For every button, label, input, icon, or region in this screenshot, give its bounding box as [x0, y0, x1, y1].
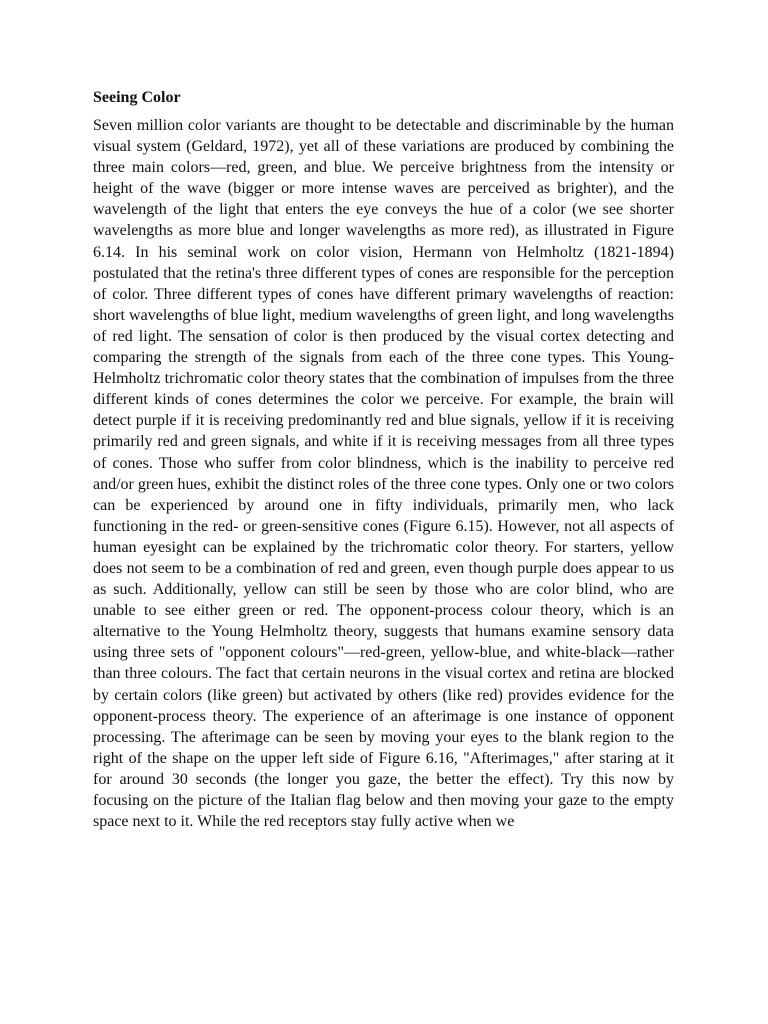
document-page — [93, 86, 674, 832]
section-heading: Seeing Color — [93, 89, 181, 106]
body-paragraph: Seven million color variants are thought to be detectable and discriminable by the human visual system (Geldard, 1972), yet all of these variations are produced by combining the three main colors—red, green, and blue. We perceive brightness from the intensity or height of the wave (bigger or more intense waves are perceived as brighter), and the wavelength of the light that enters the eye conveys the hue of a color (we see shorter wavelengths as more blue and longer wavelengths as more red), as illustrated in Figure 6.14. In his seminal work on color vision, Hermann von Helmholtz (1821-1894) postulated that the retina's three different types of cones are responsible for the perception of color. Three different types of cones have different primary wavelengths of reaction: short wavelengths of blue light, medium wavelengths of green light, and long wavelengths of red light. The sensation of color is then produced by the visual cortex detecting and comparing the strength of the signals from each of the three cone types. This Young-Helmholtz trichromatic color theory states that the combination of impulses from the three different kinds of cones determines the color we perceive. For example, the brain will detect purple if it is receiving predominantly red and blue signals, yellow if it is receiving primarily red and green signals, and white if it is receiving messages from all three types of cones. Those who suffer from color blindness, which is the inability to perceive red and/or green hues, exhibit the distinct roles of the three cone types. Only one or two colors can be experienced by around one in fifty individuals, primarily men, who lack functioning in the red- or green-sensitive cones (Figure 6.15). However, not all aspects of human eyesight can be explained by the trichromatic color theory. For starters, yellow does not seem to be a combination of red and green, even though purple does appear to us as such. Additionally, yellow can still be seen by those who are color blind, who are unable to see either green or red. The opponent-process colour theory, which is an alternative to the Young Helmholtz theory, suggests that humans examine sensory data using three sets of "opponent colours"—red-green, yellow-blue, and white-black—rather than three colours. The fact that certain neurons in the visual cortex and retina are blocked by certain colors (like green) but activated by others (like red) provides evidence for the opponent-process theory. The experience of an afterimage is one instance of opponent processing. The afterimage can be seen by moving your eyes to the blank region to the right of the shape on the upper left side of Figure 6.16, "Afterimages," after staring at it for around 30 seconds (the longer you gaze, the better the effect). Try this now by focusing on the picture of the Italian flag below and then moving your gaze to the empty space next to it. While the red receptors stay fully active when we — [93, 117, 674, 831]
